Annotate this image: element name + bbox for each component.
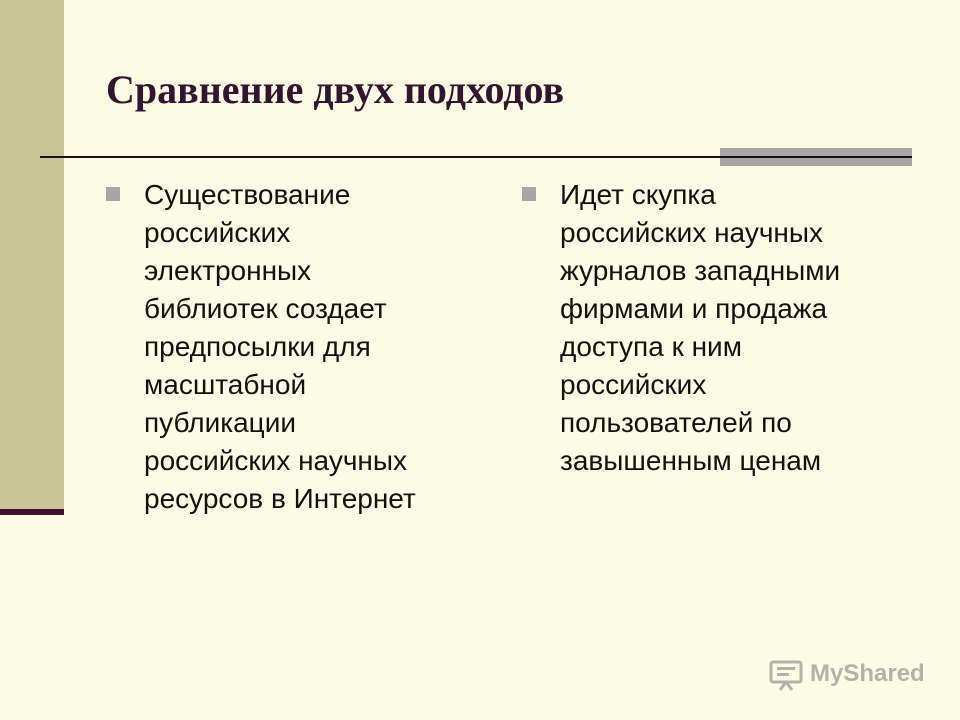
left-line: российских научных xyxy=(144,445,407,476)
slide-title: Сравнение двух подходов xyxy=(106,67,565,112)
right-line: российских xyxy=(560,369,707,400)
left-line: масштабной xyxy=(144,369,307,400)
left-line: ресурсов в Интернет xyxy=(144,483,416,514)
divider-accent-bottom xyxy=(720,158,912,166)
left-line: библиотек создает xyxy=(144,293,387,324)
right-line: доступа к ним xyxy=(560,331,742,362)
square-bullet-icon xyxy=(106,187,120,201)
left-line: Существование xyxy=(144,179,351,210)
left-line: публикации xyxy=(144,407,296,438)
right-line: Идет скупка xyxy=(560,179,716,210)
left-line: предпосылки для xyxy=(144,331,371,362)
divider-accent-top xyxy=(720,148,912,156)
left-decorative-band xyxy=(0,0,64,513)
right-line: завышенным ценам xyxy=(560,445,822,476)
right-bullet-text xyxy=(560,176,922,480)
left-line: российских xyxy=(144,217,291,248)
right-line: российских научных xyxy=(560,217,823,248)
right-line: фирмами и продажа xyxy=(560,293,828,324)
right-line: пользователей по xyxy=(560,407,792,438)
left-bullet-text xyxy=(144,176,466,518)
right-bullet-column xyxy=(522,176,922,480)
watermark-brand: MyShared xyxy=(810,660,925,687)
square-bullet-icon xyxy=(522,187,536,201)
left-band-accent-bar xyxy=(0,509,64,515)
watermark xyxy=(768,656,925,692)
left-bullet-column xyxy=(106,176,466,518)
left-line: электронных xyxy=(144,255,312,286)
right-line: журналов западными xyxy=(560,255,841,286)
presentation-board-icon xyxy=(768,656,804,692)
